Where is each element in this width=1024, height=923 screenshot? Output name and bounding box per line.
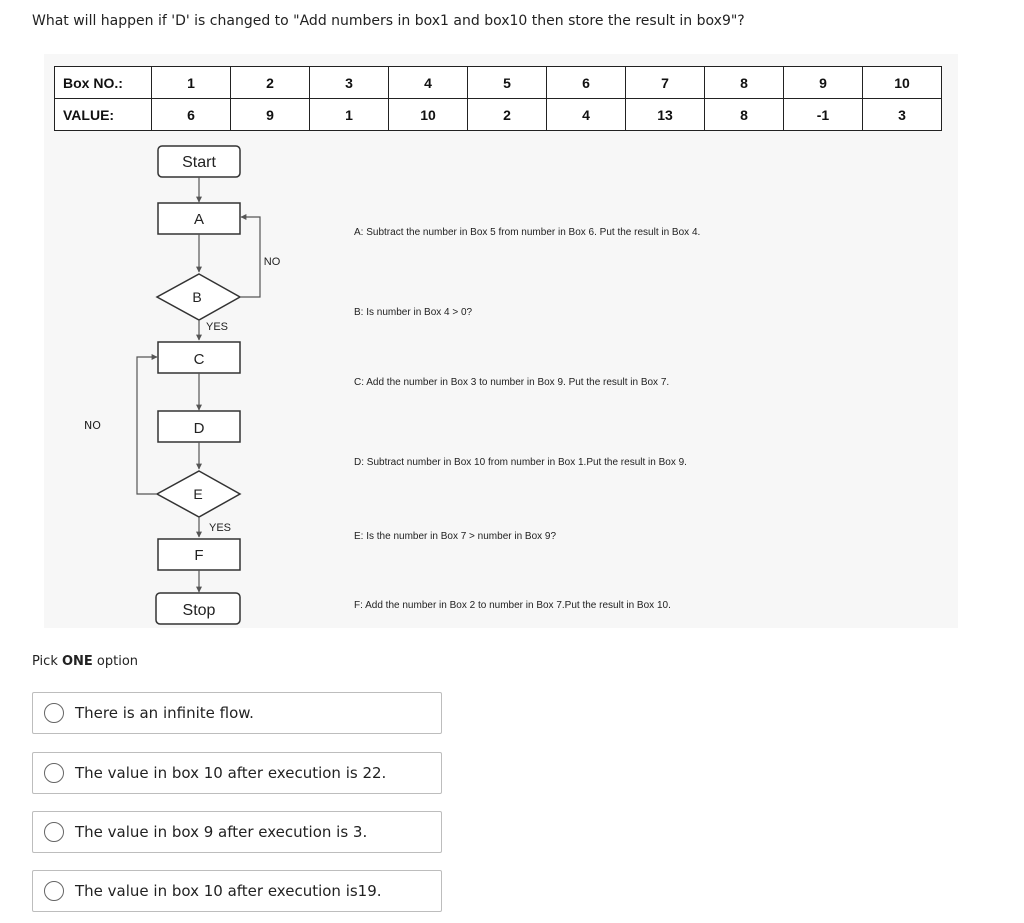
box-number-cell: 5 (468, 67, 547, 99)
pick-prefix: Pick (32, 654, 62, 669)
step-f-description: F: Add the number in Box 2 to number in Box 7.Put the result in Box 10. (354, 600, 671, 611)
box-value-cell: 8 (705, 99, 784, 131)
box-number-cell: 1 (152, 67, 231, 99)
radio-button[interactable] (44, 763, 64, 783)
box-number-cell: 2 (231, 67, 310, 99)
process-a-label: A (193, 211, 205, 228)
option-2[interactable] (32, 752, 442, 794)
box-number-cell: 4 (389, 67, 468, 99)
box-value-cell: 3 (863, 99, 942, 131)
box-value-cell: 2 (468, 99, 547, 131)
box-value-cell: 10 (389, 99, 468, 131)
box-value-cell: 13 (626, 99, 705, 131)
option-1[interactable] (32, 692, 442, 734)
step-e-description: E: Is the number in Box 7 > number in Box 9? (354, 531, 557, 542)
pick-bold: ONE (61, 654, 93, 669)
flowchart-figure (44, 54, 958, 628)
pick-suffix: option (92, 654, 139, 669)
start-label: Start (182, 154, 216, 171)
radio-button[interactable] (44, 881, 64, 901)
box-number-cell: 10 (863, 67, 942, 99)
option-3[interactable] (32, 811, 442, 853)
decision-b-label: B (192, 289, 202, 305)
radio-button[interactable] (44, 822, 64, 842)
row-label-value: VALUE: (55, 99, 152, 131)
b-no-label: NO (263, 256, 281, 268)
box-number-cell: 6 (547, 67, 626, 99)
e-yes-label: YES (208, 522, 232, 534)
option-label: The value in box 10 after execution is19. (75, 882, 382, 900)
row-label-box-no: Box NO.: (55, 67, 152, 99)
process-c-label: C (193, 351, 205, 368)
box-number-cell: 7 (626, 67, 705, 99)
b-yes-label: YES (205, 321, 229, 333)
step-b-description: B: Is number in Box 4 > 0? (354, 307, 473, 318)
box-number-cell: 9 (784, 67, 863, 99)
box-number-cell: 8 (705, 67, 784, 99)
question-text: What will happen if 'D' is changed to "Add numbers in box1 and box10 then store the result in box9"? (32, 13, 745, 29)
option-label: The value in box 10 after execution is 22. (75, 764, 387, 782)
decision-e-label: E (193, 486, 203, 502)
arrow-e-no-to-c (137, 357, 157, 494)
arrow-b-no-to-a (240, 217, 260, 297)
box-number-cell: 3 (310, 67, 389, 99)
e-no-label: NO (84, 419, 101, 432)
pick-one-instruction (32, 654, 138, 669)
flowchart-diagram (44, 54, 958, 628)
step-d-description: D: Subtract number in Box 10 from number in Box 1.Put the result in Box 9. (354, 457, 687, 468)
option-label: The value in box 9 after execution is 3. (75, 823, 368, 841)
process-d-label: D (193, 420, 205, 437)
step-a-description: A: Subtract the number in Box 5 from number in Box 6. Put the result in Box 4. (354, 227, 701, 238)
process-f-label: F (194, 547, 204, 564)
stop-label: Stop (182, 602, 216, 619)
box-value-cell: 1 (310, 99, 389, 131)
box-value-cell: 4 (547, 99, 626, 131)
option-label: There is an infinite flow. (75, 704, 254, 722)
radio-button[interactable] (44, 703, 64, 723)
box-value-cell: 6 (152, 99, 231, 131)
box-value-cell: -1 (784, 99, 863, 131)
box-value-cell: 9 (231, 99, 310, 131)
step-c-description: C: Add the number in Box 3 to number in Box 9. Put the result in Box 7. (354, 377, 670, 388)
option-4[interactable] (32, 870, 442, 912)
